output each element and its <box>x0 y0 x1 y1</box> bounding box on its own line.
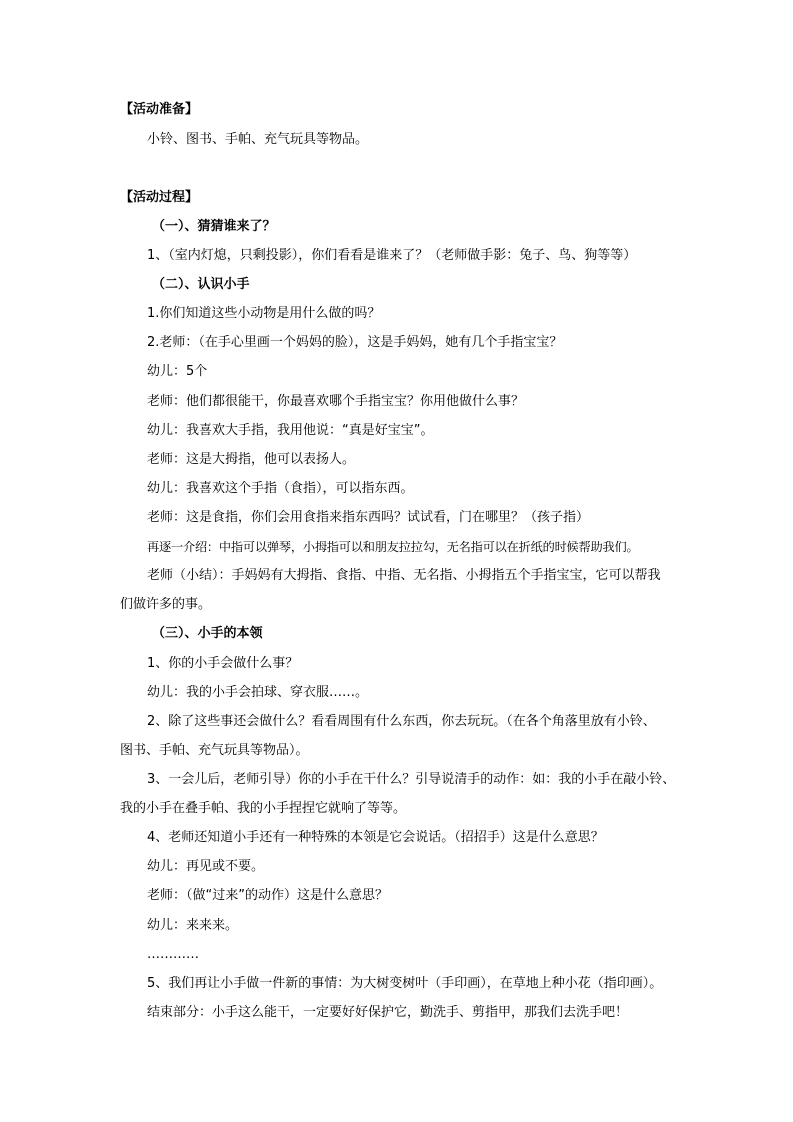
ellipsis-line: ………… <box>147 947 199 962</box>
paragraph-line: 幼儿：5个 <box>147 364 208 379</box>
paragraph-line: 再逐一介绍：中指可以弹琴，小拇指可以和朋友拉拉勾，无名指可以在折纸的时候帮助我们。 <box>147 540 639 554</box>
activity-process-heading: 【活动过程】 <box>120 190 199 205</box>
part2-heading: （二）、认识小手 <box>152 277 250 292</box>
activity-preparation-heading: 【活动准备】 <box>120 102 199 117</box>
paragraph-line: 5、我们再让小手做一件新的事情：为大树变树叶（手印画），在草地上种小花（指印画）。 <box>147 976 663 991</box>
paragraph-line: 3、一会儿后，老师引导）你的小手在干什么？引导说清手的动作：如：我的小手在敲小铃、 <box>147 772 676 787</box>
paragraph-line: 4、老师还知道小手还有一种特殊的本领是它会说话。（招招手）这是什么意思？ <box>147 830 604 845</box>
paragraph-line: 老师（小结）：手妈妈有大拇指、食指、中指、无名指、小拇指五个手指宝宝，它可以帮我 <box>147 568 661 583</box>
paragraph-line: 幼儿：我喜欢这个手指（食指），可以指东西。 <box>147 481 414 496</box>
paragraph-line: 1.你们知道这些小动物是用什么做的吗？ <box>147 306 381 321</box>
paragraph-line: 2、除了这些事还会做什么？看看周围有什么东西，你去玩玩。（在各个角落里放有小铃、 <box>147 714 656 729</box>
paragraph-line: 老师：（做“过来”的动作）这是什么意思？ <box>147 888 388 903</box>
paragraph-line: 我的小手在叠手帕、我的小手捏捏它就响了等等。 <box>120 801 407 816</box>
paragraph-line: 幼儿：我喜欢大手指，我用他说：“真是好宝宝”。 <box>147 423 434 438</box>
paragraph-line: 1、你的小手会做什么事？ <box>147 656 299 671</box>
part1-heading: （一）、猜猜谁来了？ <box>152 219 276 234</box>
part3-heading: （三）、小手的本领 <box>152 626 263 641</box>
paragraph-line: 幼儿：我的小手会拍球、穿衣服……。 <box>147 685 369 700</box>
paragraph-line: 老师：他们都很能干，你最喜欢哪个手指宝宝？你用他做什么事？ <box>147 394 525 409</box>
paragraph-line: 老师：这是大拇指，他可以表扬人。 <box>147 452 356 467</box>
paragraph-line: 们做许多的事。 <box>120 597 212 612</box>
paragraph-line: 幼儿：来来来。 <box>147 918 239 933</box>
paragraph-line: 2.老师：（在手心里画一个妈妈的脸），这是手妈妈，她有几个手指宝宝？ <box>147 335 563 350</box>
paragraph-line: 老师：这是食指，你们会用食指来指东西吗？试试看，门在哪里？（孩子指） <box>147 510 590 525</box>
paragraph-line: 1、（室内灯熄，只剩投影），你们看看是谁来了？（老师做手影：兔子、鸟、狗等等） <box>147 248 637 263</box>
paragraph-line: 结束部分：小手这么能干，一定要好好保护它，勤洗手、剪指甲，那我们去洗手吧！ <box>147 1005 629 1020</box>
paragraph-line: 幼儿：再见或不要。 <box>147 859 265 874</box>
activity-preparation-text: 小铃、图书、手帕、充气玩具等物品。 <box>147 132 369 147</box>
paragraph-line: 图书、手帕、充气玩具等物品）。 <box>120 743 309 758</box>
